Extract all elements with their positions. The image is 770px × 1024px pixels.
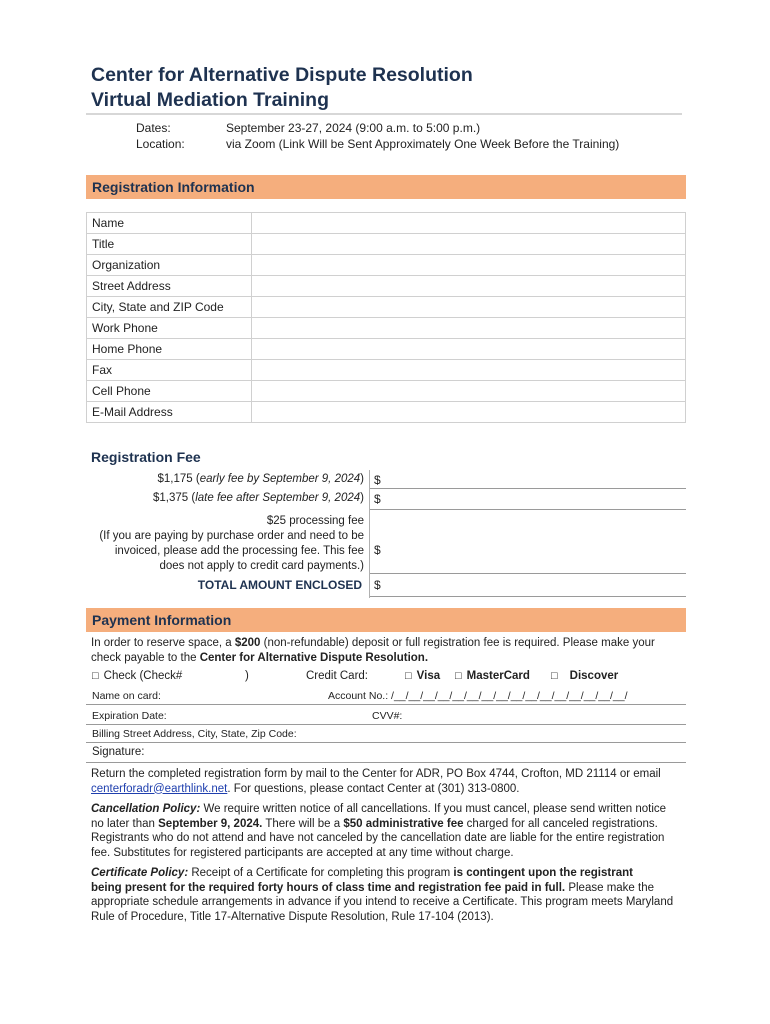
dates-label: Dates:	[136, 121, 171, 135]
late-fee-label: $1,375 (late fee after September 9, 2024)	[153, 492, 364, 504]
table-row	[87, 318, 686, 339]
field-label: Fax	[87, 360, 252, 381]
cell-phone-field[interactable]	[252, 381, 686, 402]
location-label: Location:	[136, 137, 185, 151]
cancellation-policy-title: Cancellation Policy:	[91, 803, 201, 815]
certificate-policy-title: Certificate Policy:	[91, 867, 189, 879]
mastercard-checkbox-icon[interactable]: □	[455, 670, 462, 682]
email-field[interactable]	[252, 402, 686, 423]
discover-option[interactable]: □ Discover	[551, 670, 619, 682]
title-field[interactable]	[252, 234, 686, 255]
field-label: Cell Phone	[87, 381, 252, 402]
field-label: Work Phone	[87, 318, 252, 339]
table-row	[87, 255, 686, 276]
total-dollar: $	[374, 578, 381, 592]
return-instructions: Return the completed registration form by mail to the Center for ADR, PO Box 4744, Crofton, MD 21114 or email centerforadr@earthlink.net. For questions, please contact Center at (301) 313-0800.	[91, 768, 661, 795]
payment-section-header	[86, 608, 686, 632]
check-checkbox-icon[interactable]: □	[92, 670, 99, 682]
work-phone-field[interactable]	[252, 318, 686, 339]
email-link[interactable]: centerforadr@earthlink.net	[91, 782, 228, 795]
table-row	[87, 213, 686, 234]
field-label: E-Mail Address	[87, 402, 252, 423]
table-row	[87, 381, 686, 402]
certificate-policy: Certificate Policy: Receipt of a Certificate for completing this program is contingent upon the registrant being present for the required forty hours of class time and registration fee paid in full. Please make the appropriate schedule arrangements in advance if you intend to receive a Certificate. This program meets Maryland Rule of Procedure, Title 17-Alternative Dispute Resolution, Rule 17-104 (2013).	[91, 867, 674, 923]
expiration-label: Expiration Date:	[92, 710, 167, 722]
late-fee-dollar: $	[374, 492, 381, 506]
fax-field[interactable]	[252, 360, 686, 381]
table-row	[87, 297, 686, 318]
processing-fee-dollar: $	[374, 543, 381, 557]
billing-address-line[interactable]	[86, 742, 686, 743]
processing-fee-label: $25 processing fee (If you are paying by purchase order and need to be invoiced, please add the processing fee. This fee does not apply to credit card payments.)	[99, 515, 364, 572]
discover-checkbox-icon[interactable]: □	[551, 670, 558, 682]
name-on-card-line[interactable]	[86, 704, 686, 705]
field-label: Title	[87, 234, 252, 255]
registration-table	[86, 212, 686, 423]
registration-heading: Registration Information	[92, 179, 255, 195]
mastercard-option[interactable]: □ MasterCard	[455, 670, 530, 682]
name-on-card-label: Name on card:	[92, 690, 161, 702]
signature-label: Signature:	[92, 746, 145, 758]
fee-heading: Registration Fee	[91, 449, 201, 465]
street-address-field[interactable]	[252, 276, 686, 297]
field-label: Name	[87, 213, 252, 234]
field-label: Home Phone	[87, 339, 252, 360]
table-row	[87, 402, 686, 423]
location-value: via Zoom (Link Will be Sent Approximately One Week Before the Training)	[226, 137, 620, 151]
total-label: TOTAL AMOUNT ENCLOSED	[197, 578, 362, 592]
city-state-zip-field[interactable]	[252, 297, 686, 318]
organization-field[interactable]	[252, 255, 686, 276]
late-fee-line[interactable]	[370, 509, 686, 510]
field-label: Organization	[87, 255, 252, 276]
table-row	[87, 339, 686, 360]
billing-address-label: Billing Street Address, City, State, Zip Code:	[92, 728, 297, 740]
title-line-2: Virtual Mediation Training	[91, 89, 329, 111]
name-field[interactable]	[252, 213, 686, 234]
payment-heading: Payment Information	[92, 612, 232, 628]
dates-value: September 23-27, 2024 (9:00 a.m. to 5:00 p.m.)	[226, 121, 481, 135]
cvv-label: CVV#:	[372, 710, 403, 722]
account-number-field[interactable]: Account No.: /__/__/__/__/__/__/__/__/__/__/__/__/__/__/__/__/	[328, 690, 628, 702]
field-label: Street Address	[87, 276, 252, 297]
early-fee-line[interactable]	[370, 488, 686, 489]
payment-intro: In order to reserve space, a $200 (non-refundable) deposit or full registration fee is required. Please make your check payable to the Center for Alternative Dispute Resolution.	[91, 637, 655, 664]
cancellation-policy: Cancellation Policy: We require written notice of all cancellations. If you must cancel, please send written notice no later than September 9, 2024. There will be a $50 administrative fee charged for all canceled registrations. Registrants who do not attend and have not canceled by the cancellation date are liable for the entire registration fee. Substitutes for registered participants are accepted at any time without charge.	[91, 803, 667, 859]
visa-option[interactable]: □ Visa	[405, 670, 441, 682]
home-phone-field[interactable]	[252, 339, 686, 360]
table-row	[87, 276, 686, 297]
field-label: City, State and ZIP Code	[87, 297, 252, 318]
visa-checkbox-icon[interactable]: □	[405, 670, 412, 682]
early-fee-label: $1,175 (early fee by September 9, 2024)	[157, 473, 364, 485]
check-option[interactable]: □ Check (Check#	[92, 670, 183, 682]
title-line-1: Center for Alternative Dispute Resolution	[91, 64, 473, 86]
check-close-paren: )	[245, 670, 249, 682]
page-title	[91, 63, 473, 113]
signature-line[interactable]	[86, 762, 686, 763]
processing-fee-line[interactable]	[370, 573, 686, 574]
credit-card-label: Credit Card:	[306, 670, 368, 682]
fee-column-divider	[369, 470, 370, 598]
title-divider	[86, 113, 682, 115]
expiration-line[interactable]	[86, 724, 686, 725]
early-fee-dollar: $	[374, 473, 381, 487]
total-line[interactable]	[370, 596, 686, 597]
table-row	[87, 234, 686, 255]
table-row	[87, 360, 686, 381]
registration-section-header	[86, 175, 686, 199]
